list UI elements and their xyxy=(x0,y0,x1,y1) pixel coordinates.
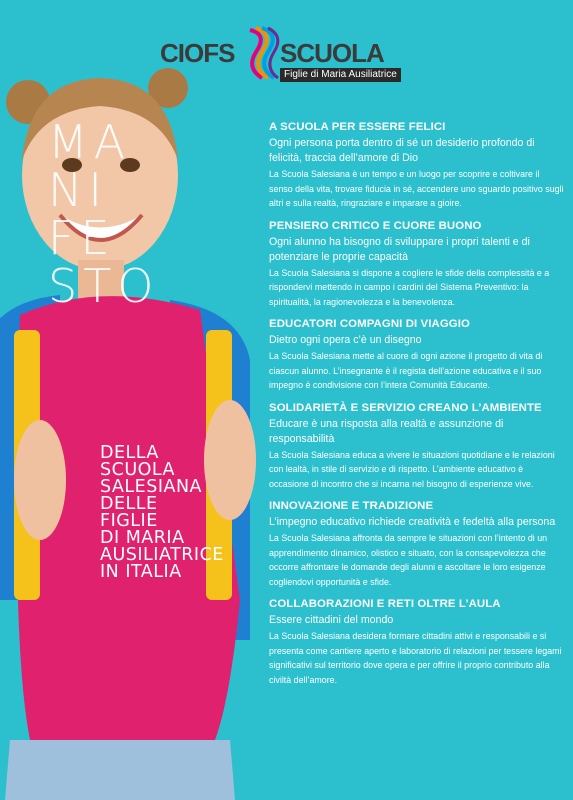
section-heading: COLLABORAZIONI E RETI OLTRE L’AULA xyxy=(269,598,501,610)
section-educatori xyxy=(269,318,565,393)
subtitle-line: DELLE xyxy=(100,494,158,514)
section-lead: Essere cittadini del mondo xyxy=(269,614,394,626)
section-lead: Dietro ogni opera c’è un disegno xyxy=(269,334,422,346)
section-body: La Scuola Salesiana educa a vivere le situazioni quotidiane e le relazioni con lealtà, in stile di servizio e di rispetto. L’ambiente educativo è occasione di incontro che si incarna nel bisogno di esperienze vive. xyxy=(269,449,555,489)
section-body: La Scuola Salesiana è un tempo e un luogo per scoprire e coltivare il senso della vita, trovare fiducia in sé, accendere uno sguardo positivo sugli altri e sulla realtà, ringraziare e imparare a gioire. xyxy=(269,169,564,208)
section-heading: A SCUOLA PER ESSERE FELICI xyxy=(269,121,446,133)
section-body: La Scuola Salesiana affronta da sempre le situazioni con l’intento di un apprendimento dinamico, olistico e situato, con la consapevolezza che occorre affrontare le domande degli alunni e ascoltare le loro esigenze cogliendovi opportunità e sfide. xyxy=(269,533,548,587)
section-heading: EDUCATORI COMPAGNI DI VIAGGIO xyxy=(269,318,470,330)
logo-subtitle: Figlie di Maria Ausiliatrice xyxy=(280,68,401,82)
logo-scuola-text: SCUOLA xyxy=(280,38,384,68)
section-pensiero-critico xyxy=(269,220,565,310)
manifesto-vertical-title: MA NI FE STO xyxy=(48,115,160,313)
ciofs-scuola-logo xyxy=(160,24,397,86)
subtitle-line: DELLA xyxy=(100,443,159,463)
section-body: La Scuola Salesiana mette al cuore di ogni azione il progetto di vita di ciascun alunno. L’insegnante è il regista dell’azione educativa e il suo impegno è condivisione con l’intera Comunità Educante. xyxy=(269,351,543,390)
section-solidarieta xyxy=(269,402,565,492)
manifesto-subtitle xyxy=(100,445,270,581)
section-lead: L’impegno educativo richiede creatività e fedeltà alla persona xyxy=(269,516,556,528)
subtitle-line: SCUOLA xyxy=(100,460,176,480)
subtitle-line: IN ITALIA xyxy=(100,562,182,582)
subtitle-line: DI MARIA xyxy=(100,528,185,548)
subtitle-line: FIGLIE xyxy=(100,511,158,531)
subtitle-line: SALESIANA xyxy=(100,477,203,497)
section-heading: INNOVAZIONE E TRADIZIONE xyxy=(269,500,434,512)
section-body: La Scuola Salesiana si dispone a cogliere le sfide della complessità e a rispondervi mettendo in campo i cardini del Sistema Preventivo: la spiritualità, la ragionevolezza e la benevolenza. xyxy=(269,267,550,307)
section-lead: Educare è una risposta alla realtà e assunzione di responsabilità xyxy=(269,417,504,445)
section-collaborazioni xyxy=(269,598,565,687)
section-lead: Ogni persona porta dentro di sé un desiderio profondo di felicità, traccia dell’amore di Dio xyxy=(269,137,535,164)
manifesto-sections xyxy=(269,121,565,696)
section-innovazione xyxy=(269,500,565,589)
logo-ciofs-text: CIOFS xyxy=(160,38,235,68)
section-heading: SOLIDARIETÀ E SERVIZIO CREANO L’AMBIENTE xyxy=(269,401,542,414)
section-lead: Ogni alunno ha bisogno di sviluppare i propri talenti e di potenziare le proprie capacità xyxy=(269,235,530,263)
subtitle-line: AUSILIATRICE xyxy=(100,545,224,565)
section-body: La Scuola Salesiana desidera formare cittadini attivi e responsabili e si presenta come cantiere aperto e laboratorio di relazioni per tessere legami significativi sul territorio dove opera e per offrire il proprio contributo alla civiltà dell’amore. xyxy=(269,631,562,685)
section-scuola-felici xyxy=(269,121,565,211)
logo-ribbon-icon xyxy=(246,24,282,82)
section-heading: PENSIERO CRITICO E CUORE BUONO xyxy=(269,219,482,232)
